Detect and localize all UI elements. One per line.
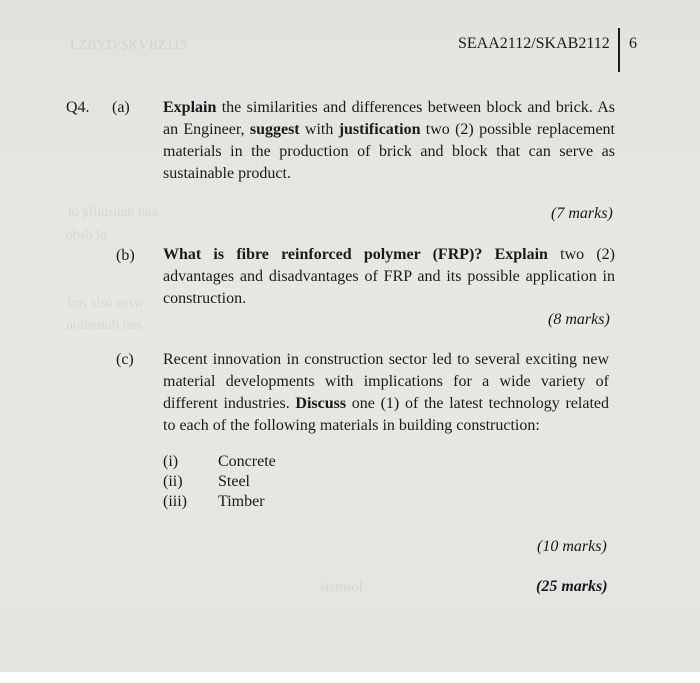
text-span: the similarities and differences between block and brick. As an Engineer,: [163, 99, 615, 138]
bottom-margin: [0, 672, 700, 683]
course-code: SEAA2112/SKAB2112: [458, 35, 610, 52]
header-divider: [618, 28, 620, 72]
part-a-label: (a): [112, 99, 130, 116]
part-b-marks: (8 marks): [548, 311, 610, 328]
text-span: Recent innovation in construction sector led to several exciting new material developments with implications for a wide variety of different industries.: [163, 351, 609, 412]
subitem-number: (i): [163, 453, 179, 470]
question-number: Q4.: [66, 99, 90, 116]
subitem-label: Concrete: [218, 453, 276, 470]
bold-keyword: suggest: [249, 121, 300, 138]
text-span: two (2) advantages and disadvantages of FRP and its possible application in construction.: [163, 246, 616, 307]
part-b-label: (b): [116, 247, 135, 264]
part-a-marks: (7 marks): [551, 205, 613, 222]
part-c-label: (c): [116, 351, 134, 368]
bold-keyword: Discuss: [295, 395, 347, 412]
part-c-marks: (10 marks): [537, 538, 607, 555]
bold-keyword: Explain: [163, 99, 217, 116]
exam-page: LZBYD/SKVBZ115 lo yilidsnub bns obsb lo bns slso nssw noinemib bns siemsol SEAA2112/SKAB2112 6 Q4. (a) Explain the similarities and differences between block and brick. As an Engineer, suggest with justification two (2) possible replacement materials in the production of brick and block that can serve as sustainable product. (7 marks) (b) What is fibre reinforced polymer (FRP)? Explain two (2) advantages and disadvantages of FRP and its possible application in construction. (8 marks) (c) Recent innovation in construction sector led to several exciting new material developments with implications for a wide variety of different industries. Discuss one (1) of the latest technology related to each of the following materials in building construction: (i) Concrete (ii) Steel (iii) Timber (10 marks) (25 marks): [0, 0, 700, 672]
bold-keyword: Explain: [494, 246, 548, 263]
total-marks: (25 marks): [536, 578, 608, 595]
subitem-number: (ii): [163, 473, 183, 490]
text-span: with: [299, 121, 339, 138]
subitem-number: (iii): [163, 493, 187, 510]
part-a-text: [163, 97, 615, 185]
text-span: two (2) possible replacement materials in the production of brick and block that can serve as sustainable product.: [163, 121, 615, 182]
text-span: one (1) of the latest technology related to each of the following materials in building construction:: [163, 395, 609, 434]
part-c-text: [163, 349, 609, 437]
bold-keyword: What is fibre reinforced polymer (FRP)?: [163, 246, 495, 263]
part-b-text: [163, 244, 615, 310]
subitem-label: Timber: [218, 493, 265, 510]
bold-keyword: justification: [338, 121, 421, 138]
page-number: 6: [629, 35, 637, 52]
subitem-label: Steel: [218, 473, 250, 490]
